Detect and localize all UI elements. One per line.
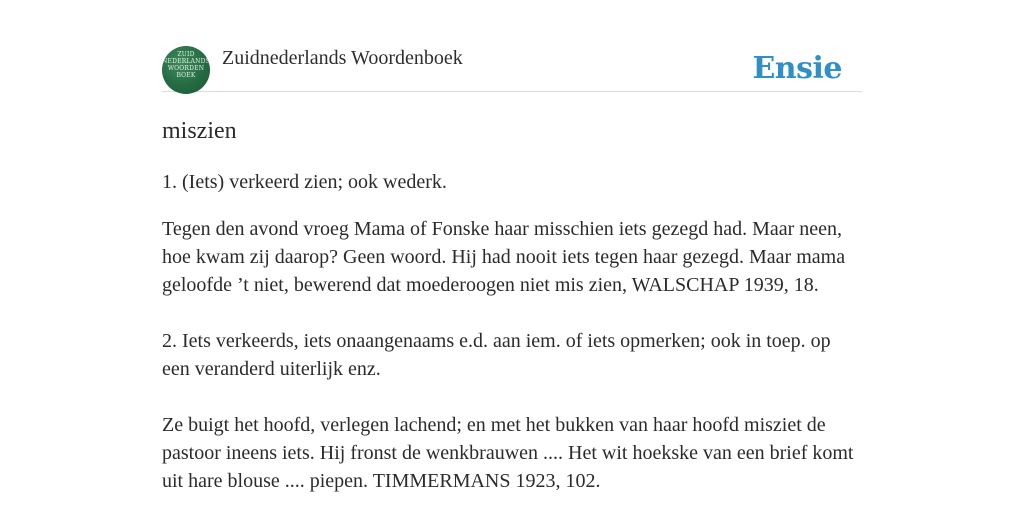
logo-line: ZUID [177, 51, 195, 58]
entry-headword: miszien [162, 118, 237, 144]
sense-1-quote: Tegen den avond vroeg Mama of Fonske haar misschien iets gezegd had. Maar neen, hoe kwam zij daarop? Geen woord. Hij had nooit iets tegen haar gezegd. Maar mama geloofde ’t niet, bewerend dat moederoogen niet mis zien, WALSCHAP 1939, 18. [162, 218, 846, 296]
logo-line: WOORDEN [167, 65, 205, 72]
logo-text [162, 51, 210, 79]
sense-1-definition: 1. (Iets) verkeerd zien; ook wederk. [162, 171, 447, 193]
sense-2-quote: Ze buigt het hoofd, verlegen lachend; en met het bukken van haar hoofd misziet de pastoor ineens iets. Hij fronst de wenkbrauwen .... Het wit hoekske van een brief komt uit hare blouse .... piepen. TIMMERMANS 1923, 102. [162, 414, 854, 492]
ensie-logo-link[interactable]: Ensie [752, 51, 842, 86]
site-header [162, 0, 862, 92]
sense-2-definition: 2. Iets verkeerds, iets onaangenaams e.d. aan iem. of iets opmerken; ook in toep. op een veranderd uiterlijk enz. [162, 330, 831, 380]
site-title[interactable]: Zuidnederlands Woordenboek [222, 47, 463, 69]
entry-content [162, 168, 862, 523]
logo-line: BOEK [176, 72, 196, 79]
logo-line: NEDERLANDS [162, 58, 210, 65]
dictionary-logo[interactable] [162, 46, 210, 94]
page [162, 0, 862, 492]
